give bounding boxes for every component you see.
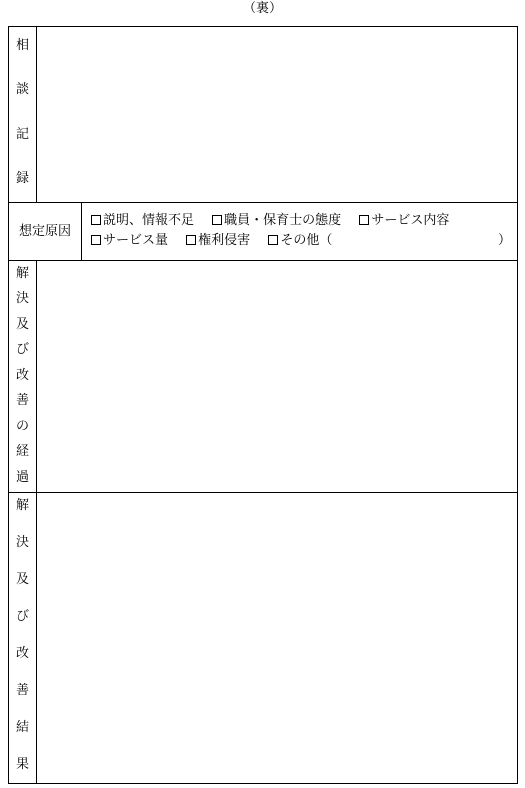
record-content-area[interactable] (37, 27, 517, 202)
record-label-char: 録 (15, 171, 29, 186)
progress-label-char: 及 (15, 317, 29, 332)
record-row (9, 27, 517, 203)
progress-label-char: の (15, 419, 29, 434)
result-label-char: 善 (15, 683, 29, 698)
checkbox-icon[interactable] (91, 215, 101, 225)
form-table (8, 26, 518, 784)
checkbox-icon[interactable] (91, 235, 101, 245)
record-label (9, 27, 37, 202)
progress-content-area[interactable] (37, 261, 517, 492)
progress-label-char: 経 (15, 444, 29, 459)
cause-option[interactable]: 職員・保育士の態度 (212, 213, 341, 229)
cause-options-line-1 (91, 213, 449, 229)
result-label-char: び (15, 609, 29, 624)
result-label-char: 果 (15, 757, 29, 772)
checkbox-icon[interactable] (359, 215, 369, 225)
progress-label-char: 改 (15, 368, 29, 383)
cause-options-line-2 (91, 233, 515, 249)
progress-label (9, 261, 37, 492)
progress-label-char: び (15, 342, 29, 357)
cause-option[interactable]: サービス内容 (359, 213, 449, 229)
cause-option[interactable]: 説明、情報不足 (91, 213, 194, 229)
checkbox-icon[interactable] (186, 235, 196, 245)
record-label-char: 談 (15, 82, 29, 97)
cause-option[interactable]: その他（ (268, 233, 332, 249)
cause-option[interactable]: 権利侵害 (186, 233, 250, 249)
cause-option[interactable]: サービス量 (91, 233, 168, 249)
result-content-area[interactable] (37, 493, 517, 783)
progress-label-char: 解 (15, 266, 29, 281)
progress-row (9, 261, 517, 493)
page-header: （裏） (242, 1, 282, 16)
record-label-char: 相 (15, 38, 29, 53)
checkbox-icon[interactable] (268, 235, 278, 245)
progress-label-char: 過 (15, 470, 29, 485)
result-label-char: 結 (15, 720, 29, 735)
result-label-char: 決 (15, 535, 29, 550)
progress-label-char: 善 (15, 393, 29, 408)
checkbox-icon[interactable] (212, 215, 222, 225)
result-label-char: 改 (15, 646, 29, 661)
result-row (9, 493, 517, 783)
record-label-char: 記 (15, 127, 29, 142)
cause-row (9, 203, 517, 261)
close-paren: ） (498, 233, 512, 248)
result-label (9, 493, 37, 783)
result-label-char: 解 (15, 498, 29, 513)
progress-label-char: 決 (15, 291, 29, 306)
result-label-char: 及 (15, 572, 29, 587)
cause-label: 想定原因 (9, 203, 82, 260)
